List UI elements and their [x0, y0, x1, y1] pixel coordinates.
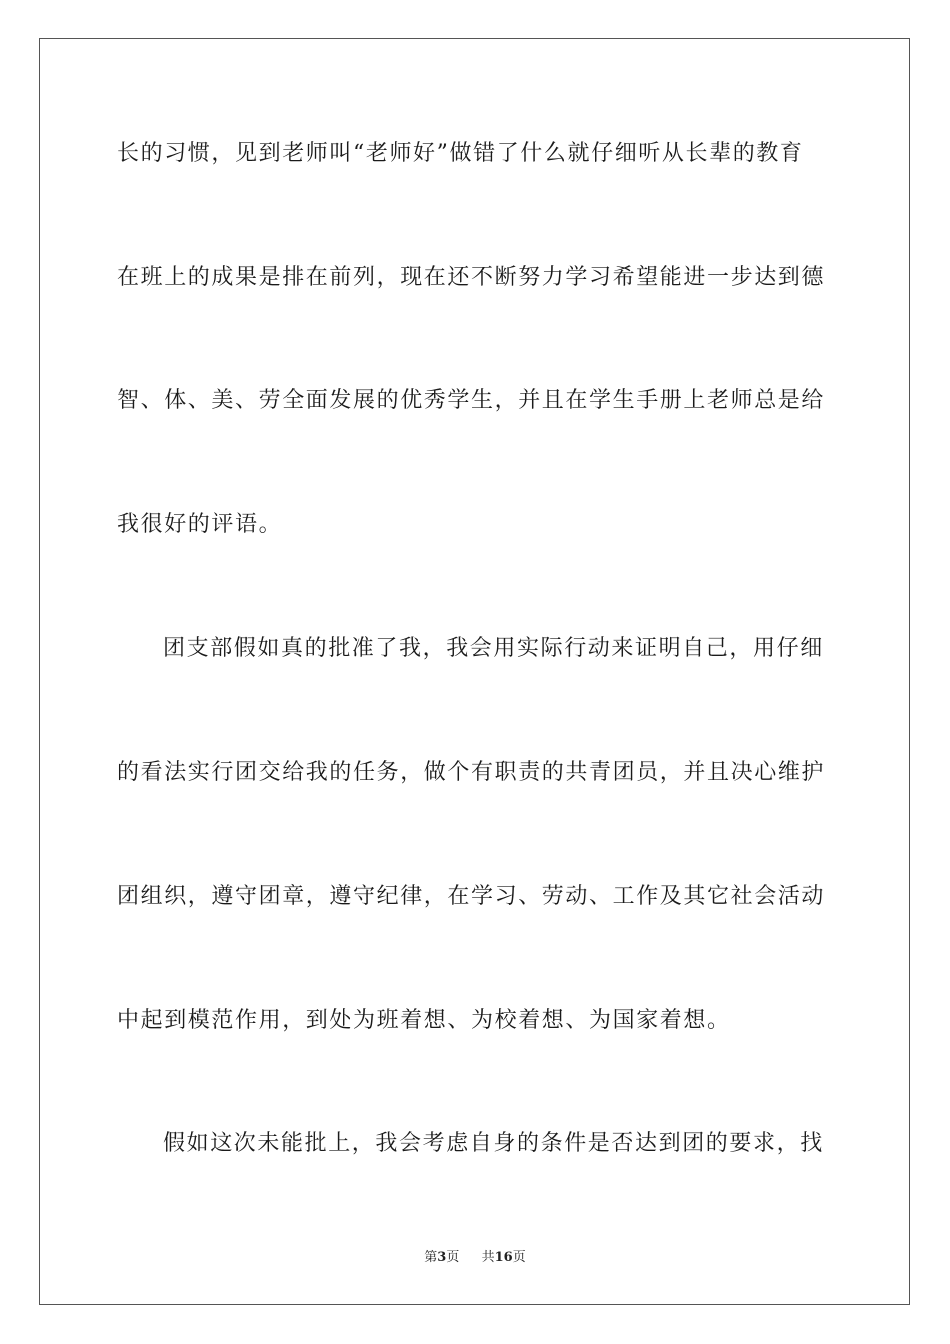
- text-line-4: 我很好的评语。: [117, 512, 283, 537]
- page-border: [39, 38, 910, 1305]
- total-prefix: 共: [481, 1250, 495, 1265]
- text-line-8: 中起到模范作用，到处为班着想、为校着想、为国家着想。: [117, 1008, 731, 1033]
- text-line-6: 的看法实行团交给我的任务，做个有职责的共青团员，并且决心维护: [117, 760, 826, 785]
- page-footer: [0, 1246, 950, 1265]
- text-line-2: 在班上的成果是排在前列，现在还不断努力学习希望能进一步达到德: [117, 265, 826, 290]
- text-line-3: 智、体、美、劳全面发展的优秀学生，并且在学生手册上老师总是给: [117, 388, 826, 413]
- text-line-9: 假如这次未能批上，我会考虑自身的条件是否达到团的要求，找: [163, 1131, 824, 1156]
- text-line-5: 团支部假如真的批准了我，我会用实际行动来证明自己，用仔细: [163, 636, 824, 661]
- total-suffix: 页: [512, 1250, 526, 1265]
- text-line-7: 团组织，遵守团章，遵守纪律，在学习、劳动、工作及其它社会活动: [117, 884, 826, 909]
- page-number: 3: [437, 1250, 447, 1265]
- total-pages: 16: [494, 1250, 513, 1265]
- page-suffix: 页: [446, 1250, 460, 1265]
- page-prefix: 第: [424, 1250, 438, 1265]
- text-line-1: 长的习惯，见到老师叫“老师好”做错了什么就仔细听从长辈的教育: [117, 141, 804, 166]
